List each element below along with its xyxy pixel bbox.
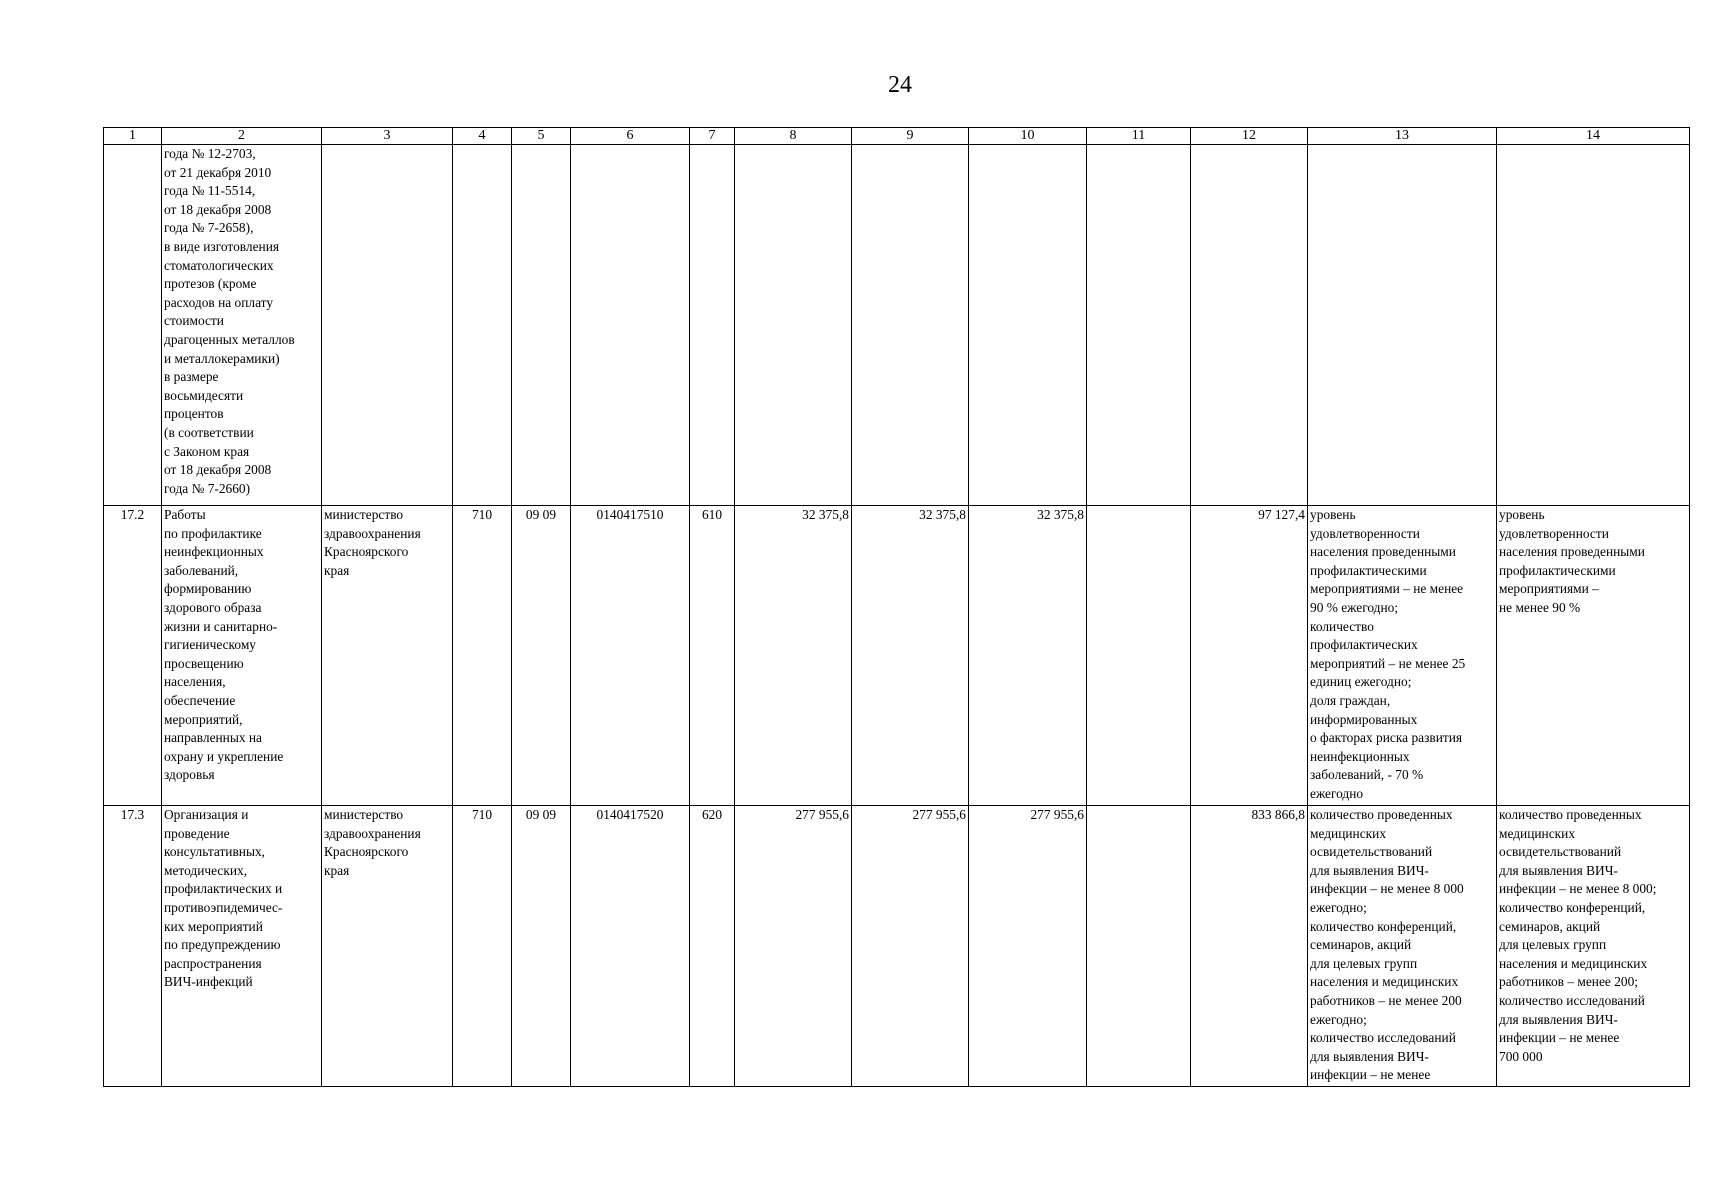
- cell-activity: Работы по профилактике неинфекционных заболеваний, формированию здорового образа жизни и санитарно- гигиеническому просвещению населения, обеспечение мероприятий, направленных на охрану и укрепление здоровья: [162, 506, 322, 806]
- column-header: 8: [735, 128, 852, 145]
- cell-expense-type: 610: [690, 506, 735, 806]
- cell-activity: года № 12-2703, от 21 декабря 2010 года № 11-5514, от 18 декабря 2008 года № 7-2658), в виде изготовления стоматологических протезов (кроме расходов на оплату стоимости драгоценных металлов и металлокерамики) в размере восьмидесяти процентов (в соответствии с Законом края от 18 декабря 2008 года № 7-2660): [162, 145, 322, 506]
- cell-target-article: 0140417510: [571, 506, 690, 806]
- cell-amount-year3: 277 955,6: [969, 806, 1087, 1087]
- column-header: 13: [1308, 128, 1497, 145]
- cell-amount-year2: 32 375,8: [852, 506, 969, 806]
- cell-grbs: 710: [453, 506, 512, 806]
- cell-expected-result: уровень удовлетворенности населения проведенными профилактическими мероприятиями – не менее 90 % ежегодно; количество профилактических мероприятий – не менее 25 единиц ежегодно; доля граждан, информированных о факторах риска развития неинфекционных заболеваний, - 70 % ежегодно: [1308, 506, 1497, 806]
- cell-number: [104, 145, 162, 506]
- program-table: [103, 127, 1690, 1087]
- cell-grbs: [453, 145, 512, 506]
- cell-target-article: [571, 145, 690, 506]
- cell-expected-result: [1308, 145, 1497, 506]
- cell-executor: [322, 145, 453, 506]
- cell-amount-year1: 32 375,8: [735, 506, 852, 806]
- cell-amount-year3: [969, 145, 1087, 506]
- cell-section: [512, 145, 571, 506]
- cell-amount-total: [1191, 145, 1308, 506]
- column-header: 12: [1191, 128, 1308, 145]
- cell-section: 09 09: [512, 506, 571, 806]
- column-header: 3: [322, 128, 453, 145]
- table-row-17-3: [104, 806, 1690, 1087]
- cell-number: 17.2: [104, 506, 162, 806]
- cell-grbs: 710: [453, 806, 512, 1087]
- column-header: 14: [1497, 128, 1690, 145]
- cell-amount-col11: [1087, 806, 1191, 1087]
- column-header: 7: [690, 128, 735, 145]
- cell-amount-year3: 32 375,8: [969, 506, 1087, 806]
- cell-result-indicator: уровень удовлетворенности населения проведенными профилактическими мероприятиями – не менее 90 %: [1497, 506, 1690, 806]
- cell-expense-type: 620: [690, 806, 735, 1087]
- cell-amount-year2: [852, 145, 969, 506]
- cell-executor: министерство здравоохранения Красноярского края: [322, 506, 453, 806]
- column-header: 4: [453, 128, 512, 145]
- table-row-continued: [104, 145, 1690, 506]
- cell-activity: Организация и проведение консультативных, методических, профилактических и противоэпидемичес- ких мероприятий по предупреждению распространения ВИЧ-инфекций: [162, 806, 322, 1087]
- cell-amount-total: 97 127,4: [1191, 506, 1308, 806]
- column-header: 5: [512, 128, 571, 145]
- column-header: 11: [1087, 128, 1191, 145]
- column-header: 1: [104, 128, 162, 145]
- cell-amount-col11: [1087, 145, 1191, 506]
- table-row-17-2: [104, 506, 1690, 806]
- header-row: [104, 128, 1690, 145]
- cell-target-article: 0140417520: [571, 806, 690, 1087]
- cell-result-indicator: [1497, 145, 1690, 506]
- cell-section: 09 09: [512, 806, 571, 1087]
- cell-amount-col11: [1087, 506, 1191, 806]
- cell-amount-year1: [735, 145, 852, 506]
- cell-executor: министерство здравоохранения Красноярского края: [322, 806, 453, 1087]
- column-header: 9: [852, 128, 969, 145]
- cell-amount-year2: 277 955,6: [852, 806, 969, 1087]
- column-header: 10: [969, 128, 1087, 145]
- cell-amount-total: 833 866,8: [1191, 806, 1308, 1087]
- cell-expected-result: количество проведенных медицинских освидетельствований для выявления ВИЧ- инфекции – не менее 8 000 ежегодно; количество конференций, семинаров, акций для целевых групп населения и медицинских работников – не менее 200 ежегодно; количество исследований для выявления ВИЧ- инфекции – не менее: [1308, 806, 1497, 1087]
- column-header: 6: [571, 128, 690, 145]
- column-header: 2: [162, 128, 322, 145]
- page-number: 24: [888, 72, 912, 98]
- cell-expense-type: [690, 145, 735, 506]
- cell-amount-year1: 277 955,6: [735, 806, 852, 1087]
- cell-result-indicator: количество проведенных медицинских освидетельствований для выявления ВИЧ- инфекции – не менее 8 000; количество конференций, семинаров, акций для целевых групп населения и медицинских работников – менее 200; количество исследований для выявления ВИЧ- инфекции – не менее 700 000: [1497, 806, 1690, 1087]
- cell-number: 17.3: [104, 806, 162, 1087]
